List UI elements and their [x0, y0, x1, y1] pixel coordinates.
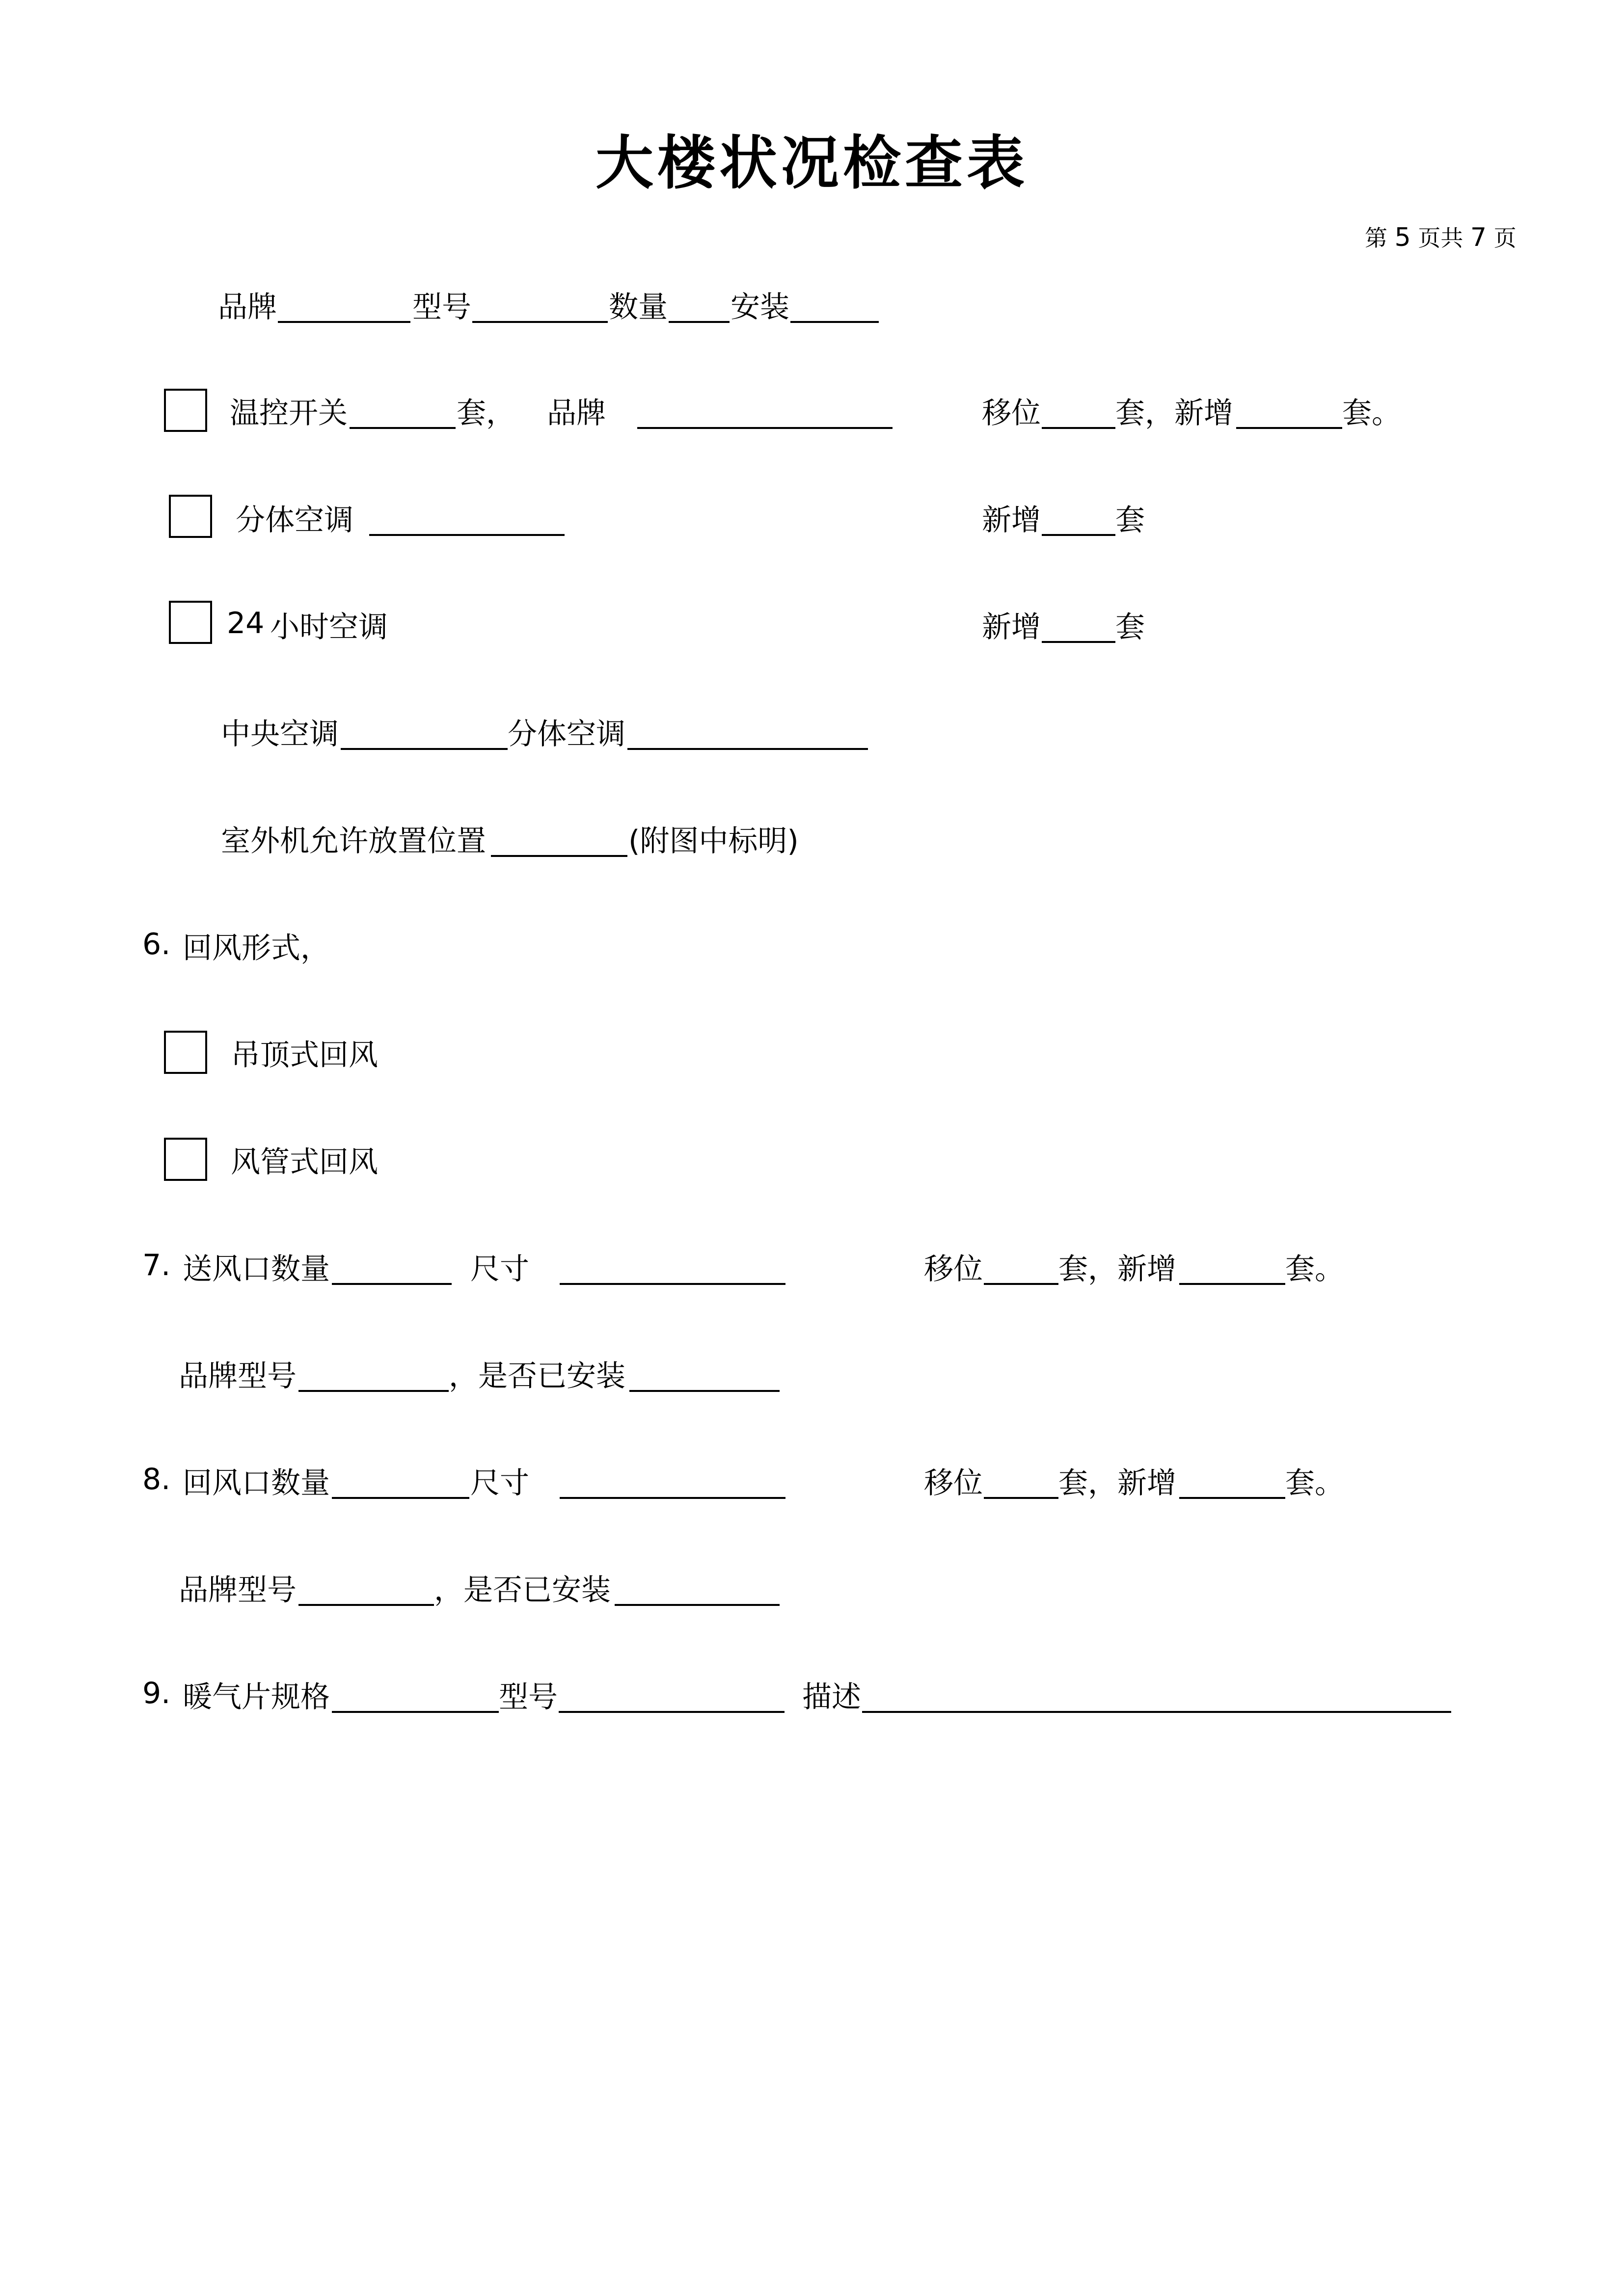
ac-24h-checkbox[interactable]	[169, 601, 212, 644]
item9-label: 暖气片规格	[183, 1680, 330, 1714]
item8-brand-model-blank[interactable]	[298, 1604, 434, 1606]
thermostat-brand-blank[interactable]	[637, 427, 893, 429]
split-ac-blank[interactable]	[369, 534, 565, 536]
item9-desc-label: 描述	[802, 1680, 861, 1714]
page-middle: 页共	[1418, 225, 1463, 251]
item7-brand-model-label: 品牌型号	[179, 1359, 297, 1393]
page-suffix: 页	[1493, 225, 1516, 251]
item7-count-blank[interactable]	[332, 1283, 452, 1285]
item7-end-label: 套。	[1285, 1252, 1344, 1286]
thermostat-checkbox[interactable]	[164, 389, 207, 432]
ac-24h-set-label: 套	[1115, 610, 1145, 644]
split-ac-new-label: 新增	[982, 503, 1041, 537]
item7-installed-blank[interactable]	[629, 1390, 780, 1392]
outdoor-unit-label: 室外机允许放置位置	[221, 824, 486, 858]
item9-number: 9.	[142, 1676, 171, 1710]
item7-new-blank[interactable]	[1179, 1283, 1285, 1285]
thermostat-brand-label: 品牌	[547, 396, 606, 430]
item8-new-blank[interactable]	[1179, 1497, 1285, 1499]
item8-installed-blank[interactable]	[615, 1604, 780, 1606]
ac-24h-label: 小时空调	[270, 610, 388, 644]
item7-label: 送风口数量	[183, 1252, 330, 1286]
outdoor-unit-blank[interactable]	[491, 855, 627, 857]
page-prefix: 第	[1365, 225, 1387, 251]
split-ac-label: 分体空调	[236, 503, 353, 537]
central-ac-label: 中央空调	[221, 717, 339, 751]
item7-size-blank[interactable]	[560, 1283, 785, 1285]
item8-installed-label: ，是否已安装	[434, 1573, 611, 1607]
thermostat-new-label: 套，新增	[1115, 396, 1233, 430]
item8-label: 回风口数量	[183, 1466, 330, 1500]
duct-return-checkbox[interactable]	[164, 1138, 207, 1181]
install-label: 安装	[731, 290, 789, 324]
item7-number: 7.	[142, 1248, 171, 1282]
thermostat-count-blank[interactable]	[350, 427, 456, 429]
thermostat-end-label: 套。	[1342, 396, 1401, 430]
item8-count-blank[interactable]	[332, 1497, 469, 1499]
thermostat-move-label: 移位	[982, 396, 1041, 430]
item7-brand-model-blank[interactable]	[298, 1390, 449, 1392]
ceiling-return-checkbox[interactable]	[164, 1031, 207, 1074]
item8-size-blank[interactable]	[560, 1497, 785, 1499]
item8-number: 8.	[142, 1462, 171, 1496]
item7-size-label: 尺寸	[470, 1252, 529, 1286]
split-ac-2-blank[interactable]	[627, 748, 868, 750]
item8-move-blank[interactable]	[984, 1497, 1058, 1499]
item6-label: 回风形式，	[183, 931, 330, 965]
page-indicator	[1365, 224, 1516, 252]
split-ac-2-label: 分体空调	[508, 717, 625, 751]
item7-move-label: 移位	[924, 1252, 983, 1286]
ac-24h-new-label: 新增	[982, 610, 1041, 644]
ac-24h-new-blank[interactable]	[1042, 641, 1115, 643]
thermostat-new-blank[interactable]	[1236, 427, 1342, 429]
count-label: 数量	[609, 290, 668, 324]
thermostat-move-blank[interactable]	[1042, 427, 1115, 429]
brand-label: 品牌	[218, 290, 277, 324]
duct-return-label: 风管式回风	[231, 1145, 378, 1179]
item9-desc-blank[interactable]	[862, 1711, 1451, 1713]
item9-model-blank[interactable]	[559, 1711, 785, 1713]
item9-model-label: 型号	[499, 1680, 558, 1714]
item7-new-label: 套，新增	[1058, 1252, 1176, 1286]
outdoor-unit-note: (附图中标明)	[628, 824, 799, 858]
item8-end-label: 套。	[1285, 1466, 1344, 1500]
item7-installed-label: ，是否已安装	[449, 1359, 625, 1393]
ceiling-return-label: 吊顶式回风	[231, 1038, 378, 1072]
item6-number: 6.	[142, 927, 171, 961]
item8-move-label: 移位	[924, 1466, 983, 1500]
split-ac-checkbox[interactable]	[169, 495, 212, 538]
brand-blank[interactable]	[278, 321, 410, 323]
page-title: 大楼状况检查表	[595, 129, 1029, 197]
count-blank[interactable]	[669, 321, 730, 323]
model-blank[interactable]	[472, 321, 608, 323]
item8-brand-model-label: 品牌型号	[179, 1573, 297, 1607]
model-label: 型号	[412, 290, 471, 324]
split-ac-set-label: 套	[1115, 503, 1145, 537]
item8-new-label: 套，新增	[1058, 1466, 1176, 1500]
page-total: 7	[1470, 223, 1487, 252]
thermostat-set-label: 套，	[457, 396, 515, 430]
item7-move-blank[interactable]	[984, 1283, 1058, 1285]
split-ac-new-blank[interactable]	[1042, 534, 1115, 536]
page-current: 5	[1394, 223, 1411, 252]
item9-spec-blank[interactable]	[332, 1711, 499, 1713]
install-blank[interactable]	[790, 321, 879, 323]
central-ac-blank[interactable]	[341, 748, 508, 750]
item8-size-label: 尺寸	[470, 1466, 529, 1500]
ac-24h-number: 24	[227, 606, 265, 641]
thermostat-label: 温控开关	[230, 396, 348, 430]
